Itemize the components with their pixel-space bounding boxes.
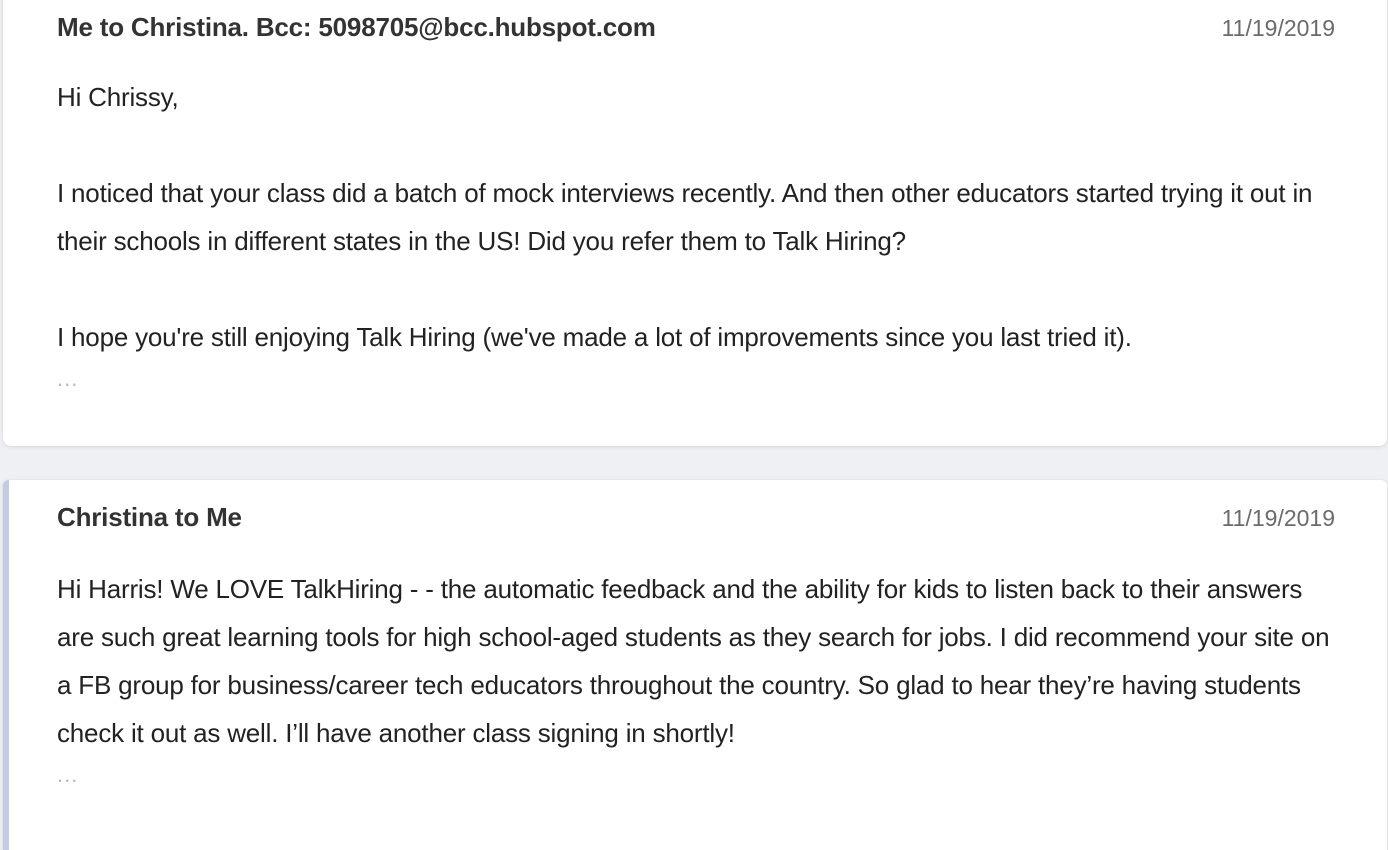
message-date: 11/19/2019: [1221, 15, 1335, 41]
expand-message-button[interactable]: ...: [57, 366, 79, 391]
message-header: [57, 502, 1335, 533]
message-body: [57, 565, 1335, 757]
body-paragraph: Hi Chrissy,: [57, 82, 179, 112]
email-message-card[interactable]: [3, 480, 1387, 850]
body-paragraph: I noticed that your class did a batch of mock interviews recently. And then other educators started trying it out in their schools in different states in the US! Did you refer them to Talk Hiring?: [57, 178, 1313, 256]
sender-line: Christina to Me: [57, 502, 242, 532]
body-paragraph: Hi Harris! We LOVE TalkHiring - - the automatic feedback and the ability for kids to listen back to their answers are such great learning tools for high school-aged students as they search for jobs. I did recommend your site on a FB group for business/career tech educators throughout the country. So glad to hear they’re having students check it out as well. I’ll have another class signing in shortly!: [57, 574, 1330, 748]
sender-line: Me to Christina. Bcc: 5098705@bcc.hubspot.com: [57, 12, 656, 42]
message-body: [57, 73, 1335, 361]
expand-message-button[interactable]: ...: [57, 762, 79, 787]
message-header: [57, 12, 1335, 43]
email-message-card[interactable]: [3, 0, 1387, 446]
message-date: 11/19/2019: [1221, 505, 1335, 531]
body-paragraph: I hope you're still enjoying Talk Hiring (we've made a lot of improvements since you last tried it).: [57, 322, 1132, 352]
